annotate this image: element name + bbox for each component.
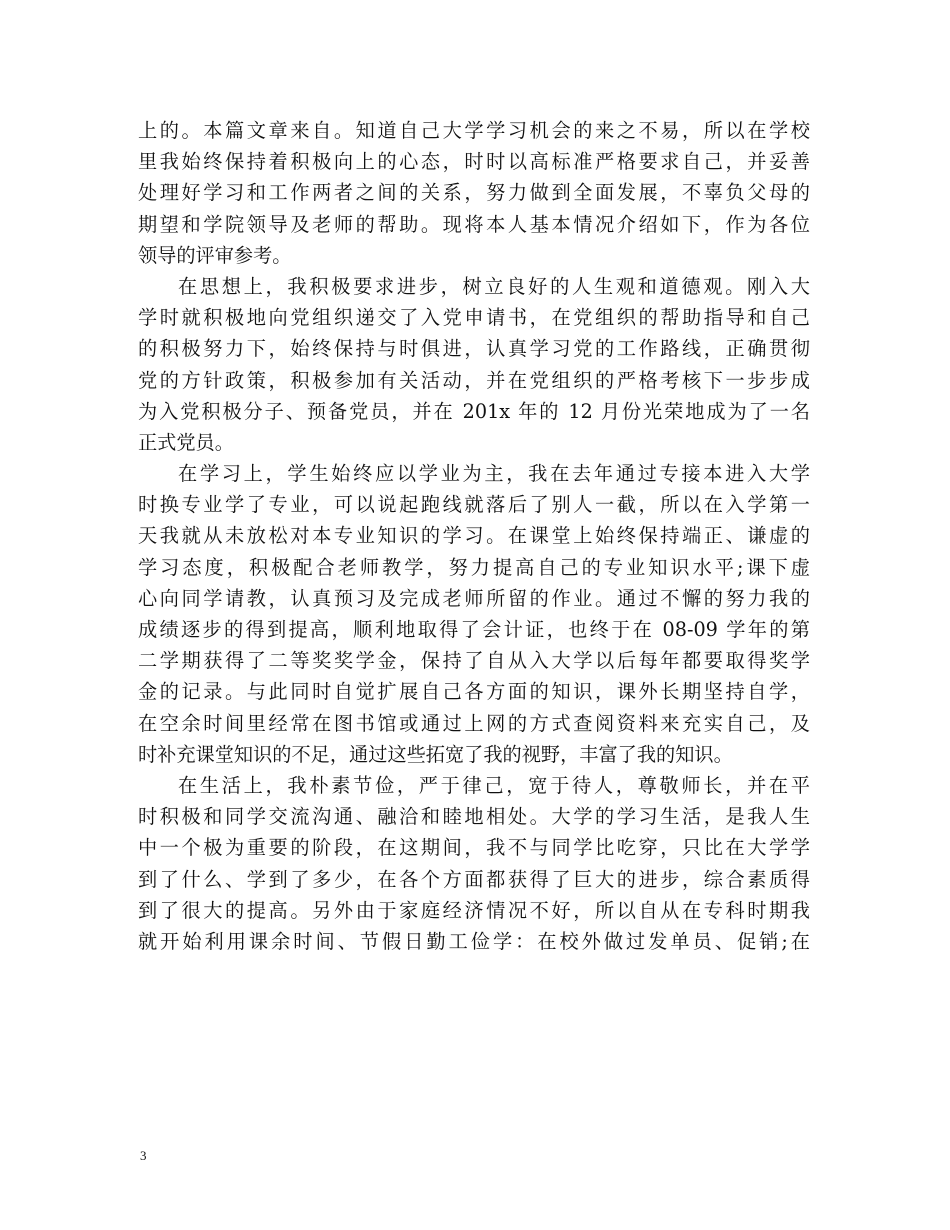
text-line: 时积极和同学交流沟通、融洽和睦地相处。大学的学习生活，是我人生 xyxy=(138,805,810,829)
text-line: 天我就从未放松对本专业知识的学习。在课堂上始终保持端正、谦虚的 xyxy=(138,524,810,548)
text-line: 党的方针政策，积极参加有关活动，并在党组织的严格考核下一步步成 xyxy=(138,368,810,392)
text-line: 二学期获得了二等奖奖学金，保持了自从入大学以后每年都要取得奖学 xyxy=(138,649,810,673)
text-line: 的积极努力下，始终保持与时俱进，认真学习党的工作路线，正确贯彻 xyxy=(138,337,810,361)
text-line: 学习态度，积极配合老师教学，努力提高自己的专业知识水平;课下虚 xyxy=(138,555,810,579)
text-line: 到了什么、学到了多少，在各个方面都获得了巨大的进步，综合素质得 xyxy=(138,867,810,891)
text-line: 正式党员。 xyxy=(138,430,234,454)
text-line: 在学习上，学生始终应以学业为主，我在去年通过专接本进入大学 xyxy=(178,462,810,486)
text-line: 中一个极为重要的阶段，在这期间，我不与同学比吃穿，只比在大学学 xyxy=(138,836,810,860)
page-number: 3 xyxy=(140,1148,147,1163)
text-line: 时补充课堂知识的不足，通过这些拓宽了我的视野，丰富了我的知识。 xyxy=(138,742,733,766)
text-line: 里我始终保持着积极向上的心态，时时以高标准严格要求自己，并妥善 xyxy=(138,150,810,174)
body-text xyxy=(138,115,810,957)
text-line: 上的。本篇文章来自。知道自己大学学习机会的来之不易，所以在学校 xyxy=(138,119,810,142)
text-line: 处理好学习和工作两者之间的关系，努力做到全面发展，不辜负父母的 xyxy=(138,181,810,205)
text-line: 到了很大的提高。另外由于家庭经济情况不好，所以自从在专科时期我 xyxy=(138,898,810,922)
text-line: 领导的评审参考。 xyxy=(138,243,292,267)
text-line: 心向同学请教，认真预习及完成老师所留的作业。通过不懈的努力我的 xyxy=(138,586,810,610)
text-line: 金的记录。与此同时自觉扩展自己各方面的知识，课外长期坚持自学， xyxy=(138,680,810,704)
text-line: 学时就积极地向党组织递交了入党申请书，在党组织的帮助指导和自己 xyxy=(138,306,810,330)
text-line: 成绩逐步的得到提高，顺利地取得了会计证，也终于在 08-09 学年的第 xyxy=(138,618,810,641)
text-line: 在空余时间里经常在图书馆或通过上网的方式查阅资料来充实自己，及 xyxy=(138,711,810,735)
text-line: 为入党积极分子、预备党员，并在 201x 年的 12 月份光荣地成为了一名 xyxy=(138,399,810,423)
text-line: 在生活上，我朴素节俭，严于律己，宽于待人，尊敬师长，并在平 xyxy=(178,773,810,797)
text-line: 就开始利用课余时间、节假日勤工俭学：在校外做过发单员、促销;在 xyxy=(138,929,810,953)
text-line: 时换专业学了专业，可以说起跑线就落后了别人一截，所以在入学第一 xyxy=(138,493,810,517)
text-line: 期望和学院领导及老师的帮助。现将本人基本情况介绍如下，作为各位 xyxy=(138,212,810,236)
text-line: 在思想上，我积极要求进步，树立良好的人生观和道德观。刚入大 xyxy=(178,274,810,298)
